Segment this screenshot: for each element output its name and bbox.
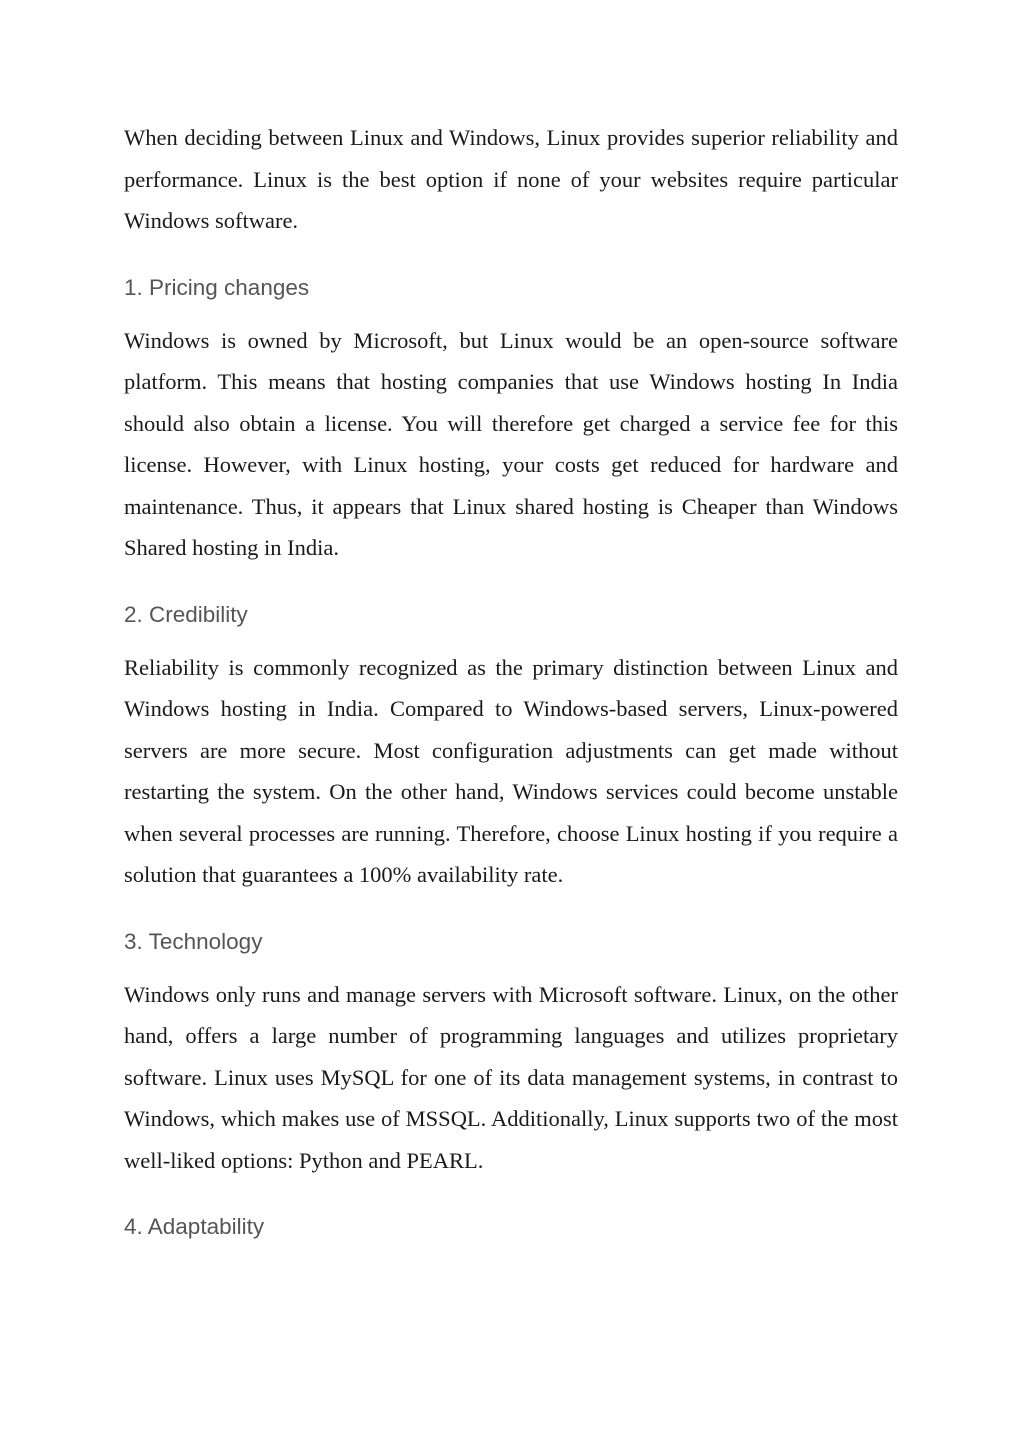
section-heading-credibility: 2. Credibility (124, 601, 248, 627)
section-paragraph-credibility: Reliability is commonly recognized as the primary distinction between Linux and Windows hosting in India. Compared to Windows-based servers, Linux-powered servers are more secure. Most configuration adjustments can get made without restarting the system. On the other hand, Windows services could become unstable when several processes are running. Therefore, choose Linux hosting if you require a solution that guarantees a 100% availability rate. (124, 654, 898, 887)
section-heading-adaptability: 4. Adaptability (124, 1214, 265, 1239)
intro-paragraph: When deciding between Linux and Windows, Linux provides superior reliability and performance. Linux is the best option if none of your websites require particular Windows software. (124, 125, 898, 233)
section-heading-pricing: 1. Pricing changes (124, 274, 310, 300)
section-heading-technology: 3. Technology (124, 928, 263, 954)
section-paragraph-technology: Windows only runs and manage servers with Microsoft software. Linux, on the other hand, offers a large number of programming languages and utilizes proprietary software. Linux uses MySQL for one of its data management systems, in contrast to Windows, which makes use of MSSQL. Additionally, Linux supports two of the most well-liked options: Python and PEARL. (124, 981, 898, 1173)
section-paragraph-pricing: Windows is owned by Microsoft, but Linux would be an open-source software platform. This means that hosting companies that use Windows hosting In India should also obtain a license. You will therefore get charged a service fee for this license. However, with Linux hosting, your costs get reduced for hardware and maintenance. Thus, it appears that Linux shared hosting is Cheaper than Windows Shared hosting in India. (124, 327, 898, 560)
document-page (124, 117, 898, 1259)
